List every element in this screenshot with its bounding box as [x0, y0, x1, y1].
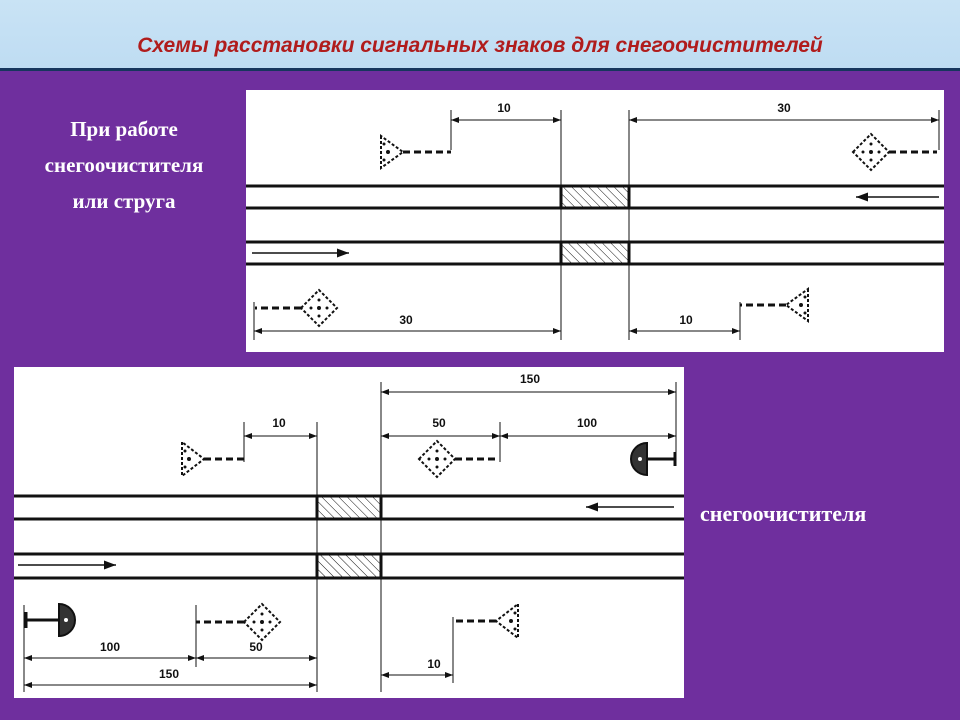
dim-label: 50 — [432, 416, 446, 430]
diamond-sign — [196, 604, 280, 640]
diagram-snowplow-signs — [14, 367, 684, 698]
dim-label: 30 — [399, 313, 413, 327]
diagram-plow-signs — [246, 90, 944, 352]
triangle-sign — [381, 136, 451, 168]
label-line-2: снегоочистителя — [44, 153, 204, 177]
label-line-1: При работе — [70, 117, 178, 141]
dim-label: 100 — [576, 416, 598, 430]
dim-label: 100 — [99, 640, 121, 654]
label-line-3: или струга — [72, 189, 176, 213]
semicircle-sign — [26, 604, 75, 636]
dim-label: 10 — [272, 416, 286, 430]
slide-header — [0, 0, 960, 70]
dim-label: 50 — [249, 640, 263, 654]
hatched-obstacle-zone — [561, 186, 629, 264]
dim-label: 150 — [519, 372, 541, 386]
diamond-sign — [419, 441, 499, 477]
dim-label: 10 — [427, 657, 441, 671]
diamond-sign — [853, 134, 937, 170]
semicircle-sign — [631, 443, 675, 475]
diamond-sign — [255, 290, 337, 326]
dim-label: 10 — [679, 313, 693, 327]
hatched-obstacle-zone — [317, 496, 381, 578]
triangle-sign — [182, 442, 244, 476]
label-plow-or-plough — [10, 111, 238, 219]
dim-label: 150 — [158, 667, 180, 681]
slide-title: Схемы расстановки сигнальных знаков для снегоочистителей — [137, 34, 823, 57]
triangle-sign — [452, 604, 518, 638]
label-snowplow: снегоочистителя — [700, 501, 867, 526]
dim-label: 10 — [497, 101, 511, 115]
dim-label: 30 — [777, 101, 791, 115]
triangle-sign — [740, 289, 808, 321]
